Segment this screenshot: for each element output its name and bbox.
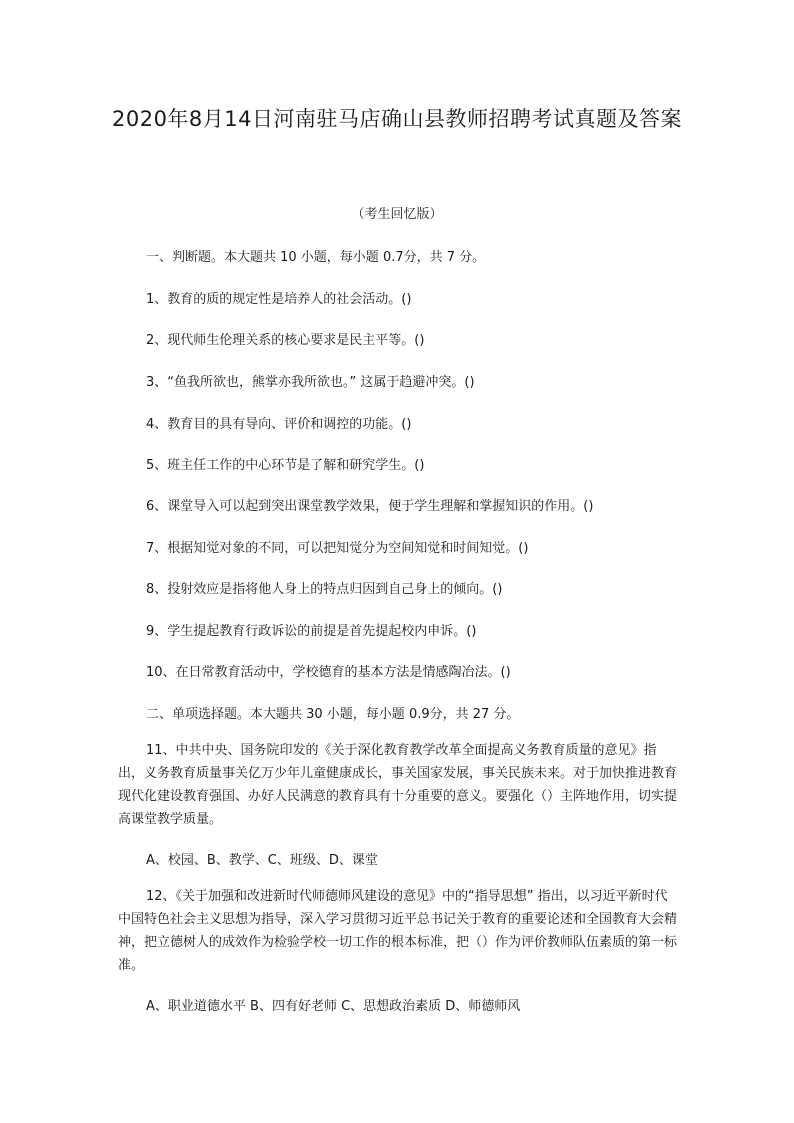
question-12: 12、《关于加强和改进新时代师德师风建设的意见》中的“指导思想” 指出，以习近平新时代中国特色社会主义思想为指导，深入学习贯彻习近平总书记关于教育的重要论述和全国教育大会精神，把立德树人的成效作为检验学校一切工作的根本标准，把（）作为评价教师队伍素质的第一标准。 — [118, 889, 678, 973]
section-heading-single-choice: 二、单项选择题。本大题共 30 小题，每小题 0.9分，共 27 分。 — [146, 707, 520, 722]
judgment-item: 10、在日常教育活动中，学校德育的基本方法是情感陶冶法。() — [146, 665, 511, 680]
section-heading-judgment: 一、判断题。本大题共 10 小题，每小题 0.7分，共 7 分。 — [146, 250, 486, 265]
judgment-item: 4、教育目的具有导向、评价和调控的功能。() — [146, 417, 412, 432]
judgment-item: 1、教育的质的规定性是培养人的社会活动。() — [146, 292, 412, 307]
question-12-options: A、职业道德水平 B、四有好老师 C、思想政治素质 D、师德师风 — [146, 999, 521, 1014]
document-subtitle: （考生回忆版） — [351, 207, 443, 222]
question-11-options: A、校园、B、教学、C、班级、D、课堂 — [146, 853, 378, 868]
judgment-item: 8、投射效应是指将他人身上的特点归因到自己身上的倾向。() — [146, 582, 503, 597]
judgment-item: 7、根据知觉对象的不同，可以把知觉分为空间知觉和时间知觉。() — [146, 541, 529, 556]
judgment-item: 3、“鱼我所欲也，熊掌亦我所欲也。” 这属于趋避冲突。() — [146, 375, 475, 390]
judgment-item: 5、班主任工作的中心环节是了解和研究学生。() — [146, 458, 425, 473]
question-11: 11、中共中央、国务院印发的《关于深化教育教学改革全面提高义务教育质量的意见》指出，义务教育质量事关亿万少年儿童健康成长，事关国家发展，事关民族未来。对于加快推进教育现代化建设教育强国、办好人民满意的教育具有十分重要的意义。要强化（）主阵地作用，切实提高课堂教学质量。 — [118, 743, 678, 827]
judgment-item: 9、学生提起教育行政诉讼的前提是首先提起校内申诉。() — [146, 624, 477, 639]
judgment-item: 6、课堂导入可以起到突出课堂教学效果，便于学生理解和掌握知识的作用。() — [146, 499, 594, 514]
document-title: 2020年8月14日河南驻马店确山县教师招聘考试真题及答案 — [111, 107, 683, 131]
judgment-item: 2、现代师生伦理关系的核心要求是民主平等。() — [146, 333, 425, 348]
